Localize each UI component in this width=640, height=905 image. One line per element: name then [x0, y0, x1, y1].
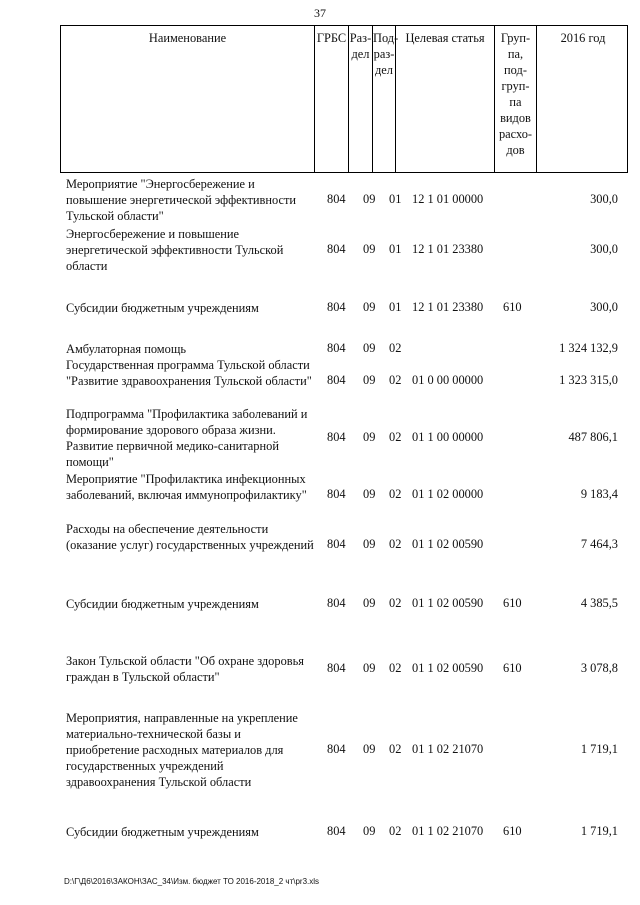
row-razdel: 09 — [363, 300, 376, 314]
row-cs: 01 1 02 21070 — [412, 824, 484, 838]
row-grbs: 804 — [327, 824, 346, 838]
row-grbs: 804 — [327, 596, 346, 610]
header-name: Наименование — [148, 31, 227, 45]
row-podrazdel: 02 — [389, 373, 402, 387]
row-amount: 300,0 — [590, 192, 618, 206]
row-vr: 610 — [503, 596, 522, 610]
row-amount: 1 323 315,0 — [559, 373, 618, 387]
row-razdel: 09 — [363, 824, 376, 838]
header-cs: Целевая статья — [395, 26, 494, 172]
row-razdel: 09 — [363, 742, 376, 756]
row-razdel: 09 — [363, 192, 376, 206]
row-podrazdel: 02 — [389, 341, 402, 355]
row-razdel: 09 — [363, 596, 376, 610]
row-podrazdel: 01 — [389, 242, 402, 256]
row-razdel: 09 — [363, 430, 376, 444]
header-grbs: ГРБС — [314, 26, 348, 172]
row-grbs: 804 — [327, 537, 346, 551]
row-name: Энергосбережение и повышение энергетической эффективности Тульской области — [66, 227, 284, 273]
row-grbs: 804 — [327, 192, 346, 206]
header-podrazdel: Под- раз- дел — [372, 26, 395, 172]
row-razdel: 09 — [363, 537, 376, 551]
row-name: Субсидии бюджетным учреждениям — [66, 597, 259, 611]
row-name: Мероприятия, направленные на укрепление материально-технической базы и приобретение расходных материалов для государственных учреждений здравоохранения Тульской области — [66, 711, 298, 789]
row-podrazdel: 02 — [389, 742, 402, 756]
row-vr: 610 — [503, 661, 522, 675]
row-grbs: 804 — [327, 430, 346, 444]
table-header — [60, 25, 628, 173]
row-grbs: 804 — [327, 300, 346, 314]
row-amount: 487 806,1 — [568, 430, 618, 444]
row-vr: 610 — [503, 300, 522, 314]
row-cs: 12 1 01 23380 — [412, 242, 484, 256]
row-name: Закон Тульской области "Об охране здоровья граждан в Тульской области" — [66, 654, 304, 684]
row-grbs: 804 — [327, 341, 346, 355]
row-cs: 01 1 00 00000 — [412, 430, 484, 444]
row-podrazdel: 01 — [389, 192, 402, 206]
row-podrazdel: 02 — [389, 661, 402, 675]
row-razdel: 09 — [363, 341, 376, 355]
row-grbs: 804 — [327, 487, 346, 501]
row-grbs: 804 — [327, 242, 346, 256]
row-cs: 01 1 02 00000 — [412, 487, 484, 501]
row-grbs: 804 — [327, 742, 346, 756]
row-grbs: 804 — [327, 373, 346, 387]
row-vr: 610 — [503, 824, 522, 838]
row-name: Субсидии бюджетным учреждениям — [66, 301, 259, 315]
row-amount: 4 385,5 — [580, 596, 618, 610]
row-podrazdel: 02 — [389, 487, 402, 501]
row-razdel: 09 — [363, 487, 376, 501]
row-amount: 1 324 132,9 — [559, 341, 618, 355]
row-name: Субсидии бюджетным учреждениям — [66, 825, 259, 839]
row-razdel: 09 — [363, 373, 376, 387]
row-name: Мероприятие "Профилактика инфекционных заболеваний, включая иммунопрофилактику" — [66, 472, 307, 502]
row-amount: 1 719,1 — [580, 742, 618, 756]
row-cs: 01 0 00 00000 — [412, 373, 484, 387]
row-cs: 01 1 02 21070 — [412, 742, 484, 756]
row-amount: 7 464,3 — [580, 537, 618, 551]
row-cs: 01 1 02 00590 — [412, 661, 484, 675]
row-name: Расходы на обеспечение деятельности (оказание услуг) государственных учреждений — [66, 522, 314, 552]
page-number: 37 — [314, 6, 326, 20]
row-cs: 12 1 01 00000 — [412, 192, 484, 206]
row-podrazdel: 02 — [389, 824, 402, 838]
header-year: 2016 год — [536, 26, 629, 172]
row-podrazdel: 02 — [389, 430, 402, 444]
row-amount: 9 183,4 — [580, 487, 618, 501]
row-amount: 300,0 — [590, 300, 618, 314]
header-vr: Груп- па, под- груп- па видов расхо- дов — [494, 26, 536, 172]
row-cs: 01 1 02 00590 — [412, 596, 484, 610]
row-razdel: 09 — [363, 661, 376, 675]
row-podrazdel: 01 — [389, 300, 402, 314]
row-cs: 12 1 01 23380 — [412, 300, 484, 314]
row-razdel: 09 — [363, 242, 376, 256]
row-amount: 3 078,8 — [580, 661, 618, 675]
row-amount: 1 719,1 — [580, 824, 618, 838]
row-cs: 01 1 02 00590 — [412, 537, 484, 551]
row-name: Мероприятие "Энергосбережение и повышение энергетической эффективности Тульской области" — [66, 177, 297, 223]
row-podrazdel: 02 — [389, 596, 402, 610]
header-razdel: Раз- дел — [348, 26, 372, 172]
row-grbs: 804 — [327, 661, 346, 675]
row-amount: 300,0 — [590, 242, 618, 256]
row-podrazdel: 02 — [389, 537, 402, 551]
file-path-footer: D:\Г\Д6\2016\ЗАКОН\ЗАС_34\Изм. бюджет ТО 2016-2018_2 чт\pr3.xls — [64, 877, 320, 886]
row-name: Подпрограмма "Профилактика заболеваний и формирование здорового образа жизни. Развитие первичной медико-санитарной помощи" — [66, 407, 308, 469]
row-name: Амбулаторная помощь — [66, 342, 187, 356]
row-name: Государственная программа Тульской области "Развитие здравоохранения Тульской области" — [66, 358, 312, 388]
